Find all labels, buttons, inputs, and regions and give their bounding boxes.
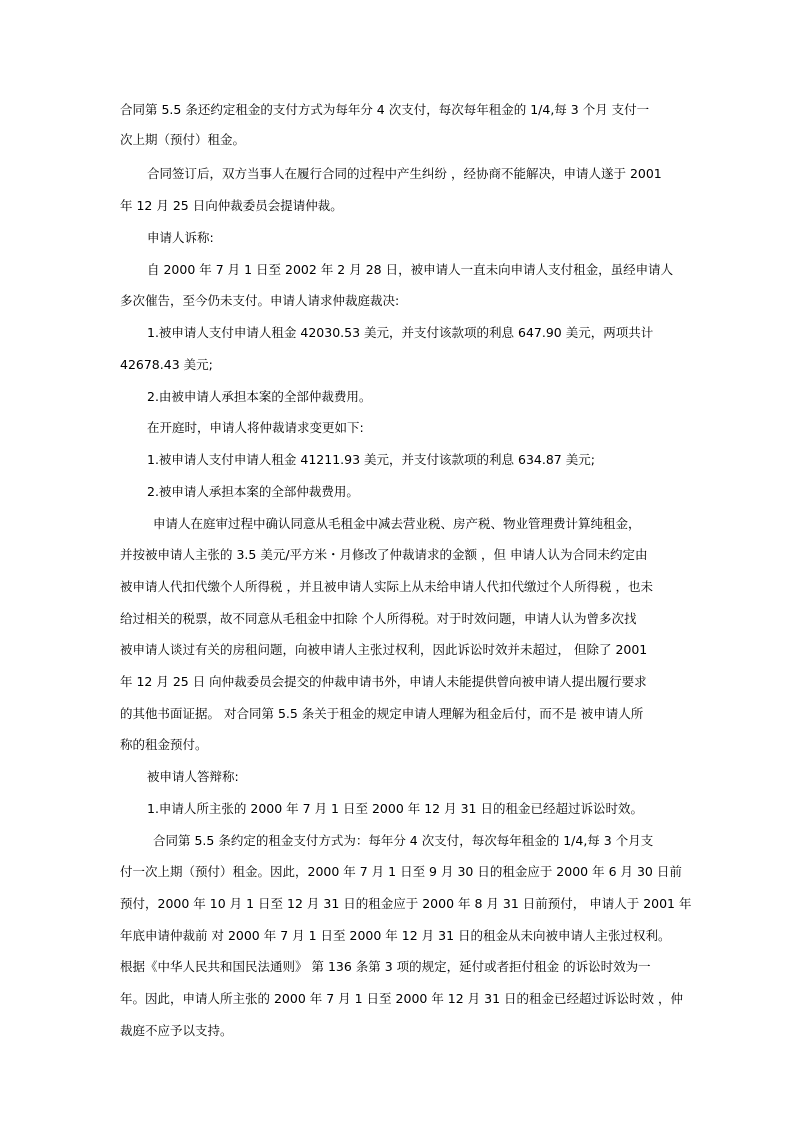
text-line: 合同第 5.5 条还约定租金的支付方式为每年分 4 次支付，每次每年租金的 1/4,每 3 个月 支付一 — [120, 102, 650, 117]
text-line: 被申请人代扣代缴个人所得税 ，并且被申请人实际上从未给申请人代扣代缴过个人所得税 ，也未 — [120, 579, 653, 594]
text-line: 年 12 月 25 日 向仲裁委员会提交的仲裁申请书外，申请人未能提供曾向被申请人提出履行要求 — [120, 674, 647, 689]
text-line: 2.由被申请人承担本案的全部仲裁费用。 — [147, 389, 372, 404]
text-line: 称的租金预付。 — [120, 737, 208, 752]
text-line: 并按被申请人主张的 3.5 美元/平方米・月修改了仲裁请求的金额 ，但 申请人认为合同未约定由 — [120, 547, 648, 562]
text-line: 1.申请人所主张的 2000 年 7 月 1 日至 2000 年 12 月 31 日的租金已经超过诉讼时效。 — [147, 801, 643, 816]
text-line: 年。因此，申请人所主张的 2000 年 7 月 1 日至 2000 年 12 月 31 日的租金已经超过诉讼时效 ，仲 — [120, 991, 683, 1006]
text-line: 次上期（预付）租金。 — [120, 132, 246, 147]
text-line: 申请人在庭审过程中确认同意从毛租金中减去营业税、房产税、物业管理费计算纯租金， — [153, 516, 641, 531]
text-line: 被申请人谈过有关的房租问题，向被申请人主张过权利，因此诉讼时效并未超过， 但除了 2001 — [120, 642, 648, 657]
text-line: 2.被申请人承担本案的全部仲裁费用。 — [147, 484, 359, 499]
text-line: 付一次上期（预付）租金。因此，2000 年 7 月 1 日至 9 月 30 日的租金应于 2000 年 6 月 30 日前 — [120, 864, 682, 879]
text-line: 申请人诉称: — [147, 230, 214, 245]
text-line: 年 12 月 25 日向仲裁委员会提请仲裁。 — [120, 198, 343, 213]
text-line: 预付，2000 年 10 月 1 日至 12 月 31 日的租金应于 2000 年 8 月 31 日前预付， 申请人于 2001 年 — [120, 896, 692, 911]
text-line: 年底申请仲裁前 对 2000 年 7 月 1 日至 2000 年 12 月 31 日的租金从未向被申请人主张过权利。 — [120, 928, 671, 943]
text-line: 合同签订后，双方当事人在履行合同的过程中产生纠纷 ，经协商不能解决，申请人遂于 2001 — [147, 166, 662, 181]
text-line: 1.被申请人支付申请人租金 42030.53 美元，并支付该款项的利息 647.90 美元，两项共计 — [147, 325, 654, 340]
text-line: 多次催告，至今仍未支付。申请人请求仲裁庭裁决: — [120, 293, 400, 308]
text-line: 1.被申请人支付申请人租金 41211.93 美元，并支付该款项的利息 634.87 美元; — [147, 452, 595, 467]
text-line: 合同第 5.5 条约定的租金支付方式为：每年分 4 次支付，每次每年租金的 1/4,每 3 个月支 — [153, 833, 654, 848]
text-line: 的其他书面证据。 对合同第 5.5 条关于租金的规定申请人理解为租金后付，而不是 被申请人所 — [120, 706, 644, 721]
text-line: 42678.43 美元; — [120, 357, 213, 372]
text-line: 在开庭时，申请人将仲裁请求变更如下: — [147, 420, 364, 435]
text-line: 裁庭不应予以支持。 — [120, 1023, 233, 1038]
text-line: 被申请人答辩称: — [147, 769, 239, 784]
text-line: 给过相关的税票，故不同意从毛租金中扣除 个人所得税。对于时效问题，申请人认为曾多次找 — [120, 611, 637, 626]
text-line: 根据《中华人民共和国民法通则》 第 136 条第 3 项的规定，延付或者拒付租金 的诉讼时效为一 — [120, 959, 651, 974]
text-line: 自 2000 年 7 月 1 日至 2002 年 2 月 28 日，被申请人一直未向申请人支付租金，虽经申请人 — [147, 262, 674, 277]
